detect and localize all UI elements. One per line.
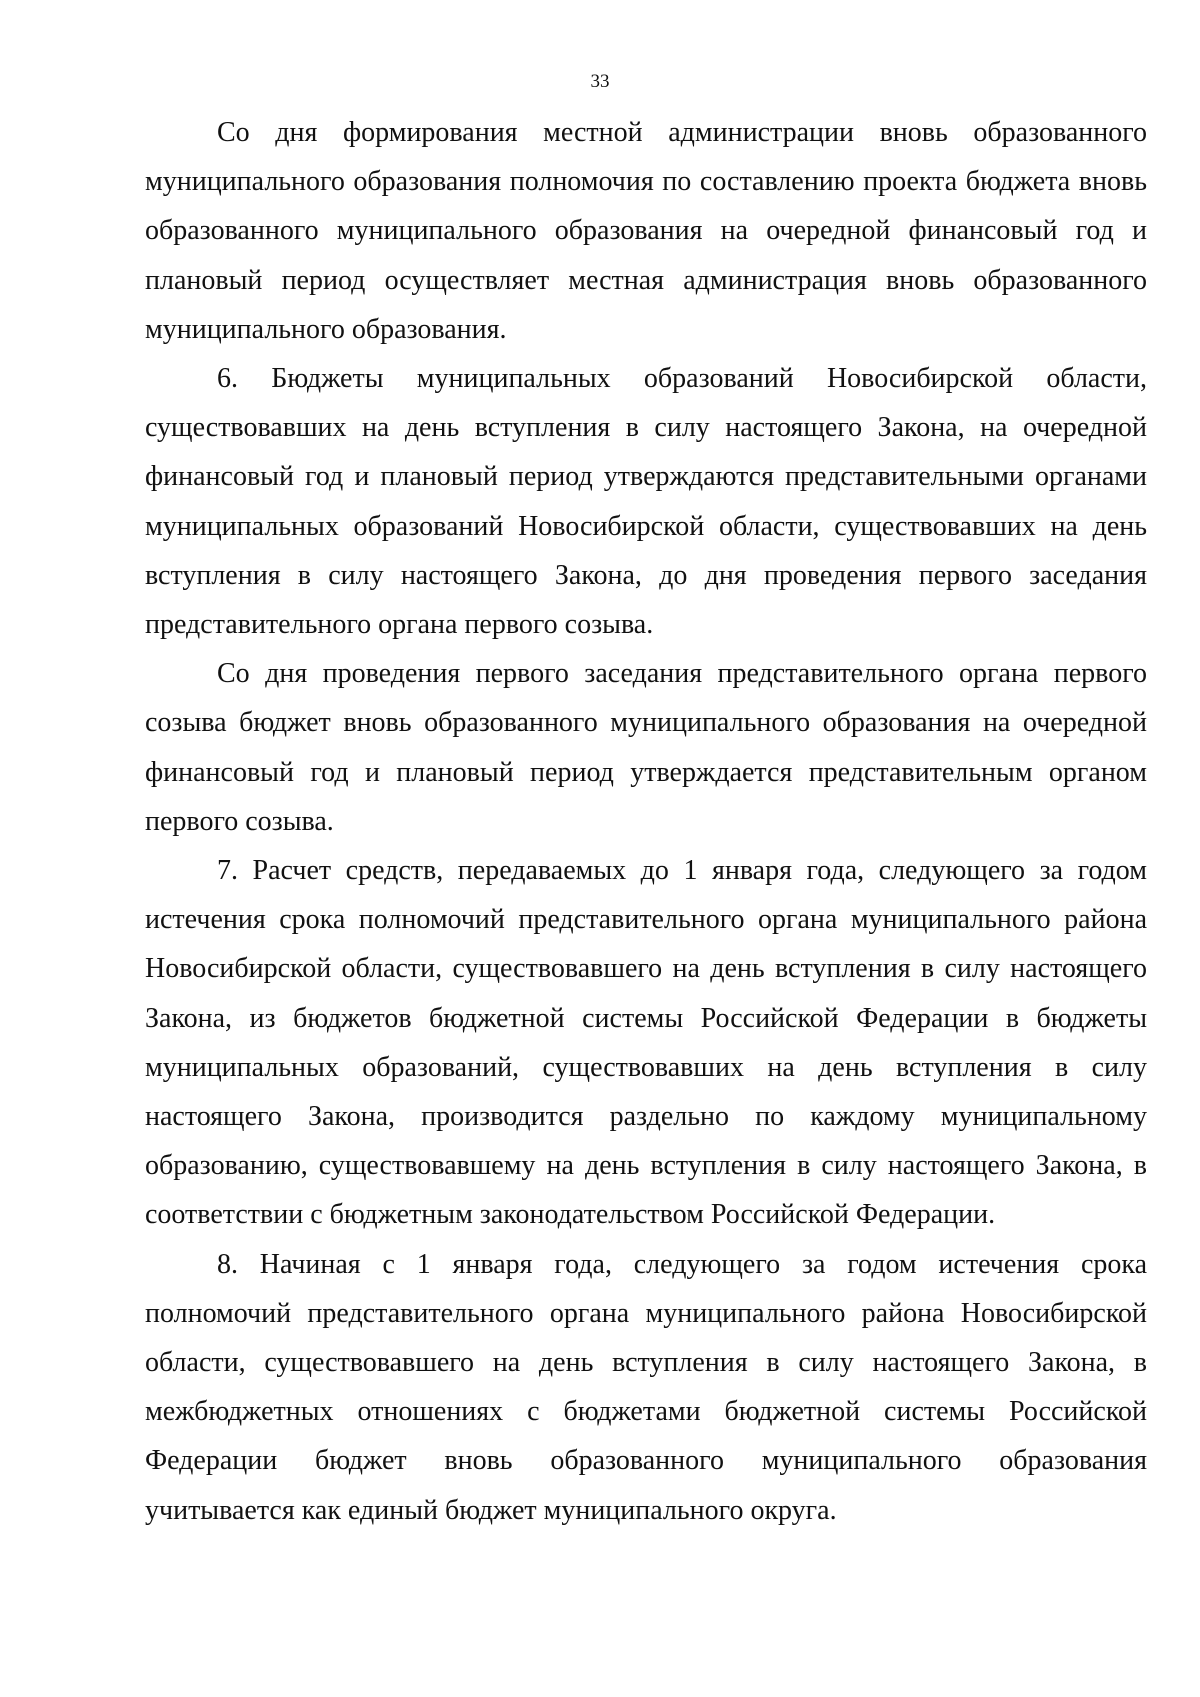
paragraph-item-6: 6. Бюджеты муниципальных образований Новосибирской области, существовавших на день вступления в силу настоящего Закона, на очередной финансовый год и плановый период утверждаются представительными органами муниципальных образований Новосибирской области, существовавших на день вступления в силу настоящего Закона, до дня проведения первого заседания представительного органа первого созыва. [145,363,1147,641]
paragraph-first-session-budget: Со дня проведения первого заседания представительного органа первого созыва бюджет вновь образованного муниципального образования на очередной финансовый год и плановый период утверждается представительным органом первого созыва. [145,658,1147,837]
paragraph-item-7: 7. Расчет средств, передаваемых до 1 января года, следующего за годом истечения срока полномочий представительного органа муниципального района Новосибирской области, существовавшего на день вступления в силу настоящего Закона, из бюджетов бюджетной системы Российской Федерации в бюджеты муниципальных образований, существовавших на день вступления в силу настоящего Закона, производится раздельно по каждому муниципальному образованию, существовавшему на день вступления в силу настоящего Закона, в соответствии с бюджетным законодательством Российской Федерации. [145,855,1147,1231]
paragraph-item-8: 8. Начиная с 1 января года, следующего за годом истечения срока полномочий представительного органа муниципального района Новосибирской области, существовавшего на день вступления в силу настоящего Закона, в межбюджетных отношениях с бюджетами бюджетной системы Российской Федерации бюджет вновь образованного муниципального образования учитывается как единый бюджет муниципального округа. [145,1248,1147,1526]
page-number: 33 [590,71,610,92]
paragraph-admin-budget-draft: Со дня формирования местной администрации вновь образованного муниципального образования полномочия по составлению проекта бюджета вновь образованного муниципального образования на очередной финансовый год и плановый период осуществляет местная администрация вновь образованного муниципального образования. [145,117,1147,345]
document-body [145,108,1147,1535]
